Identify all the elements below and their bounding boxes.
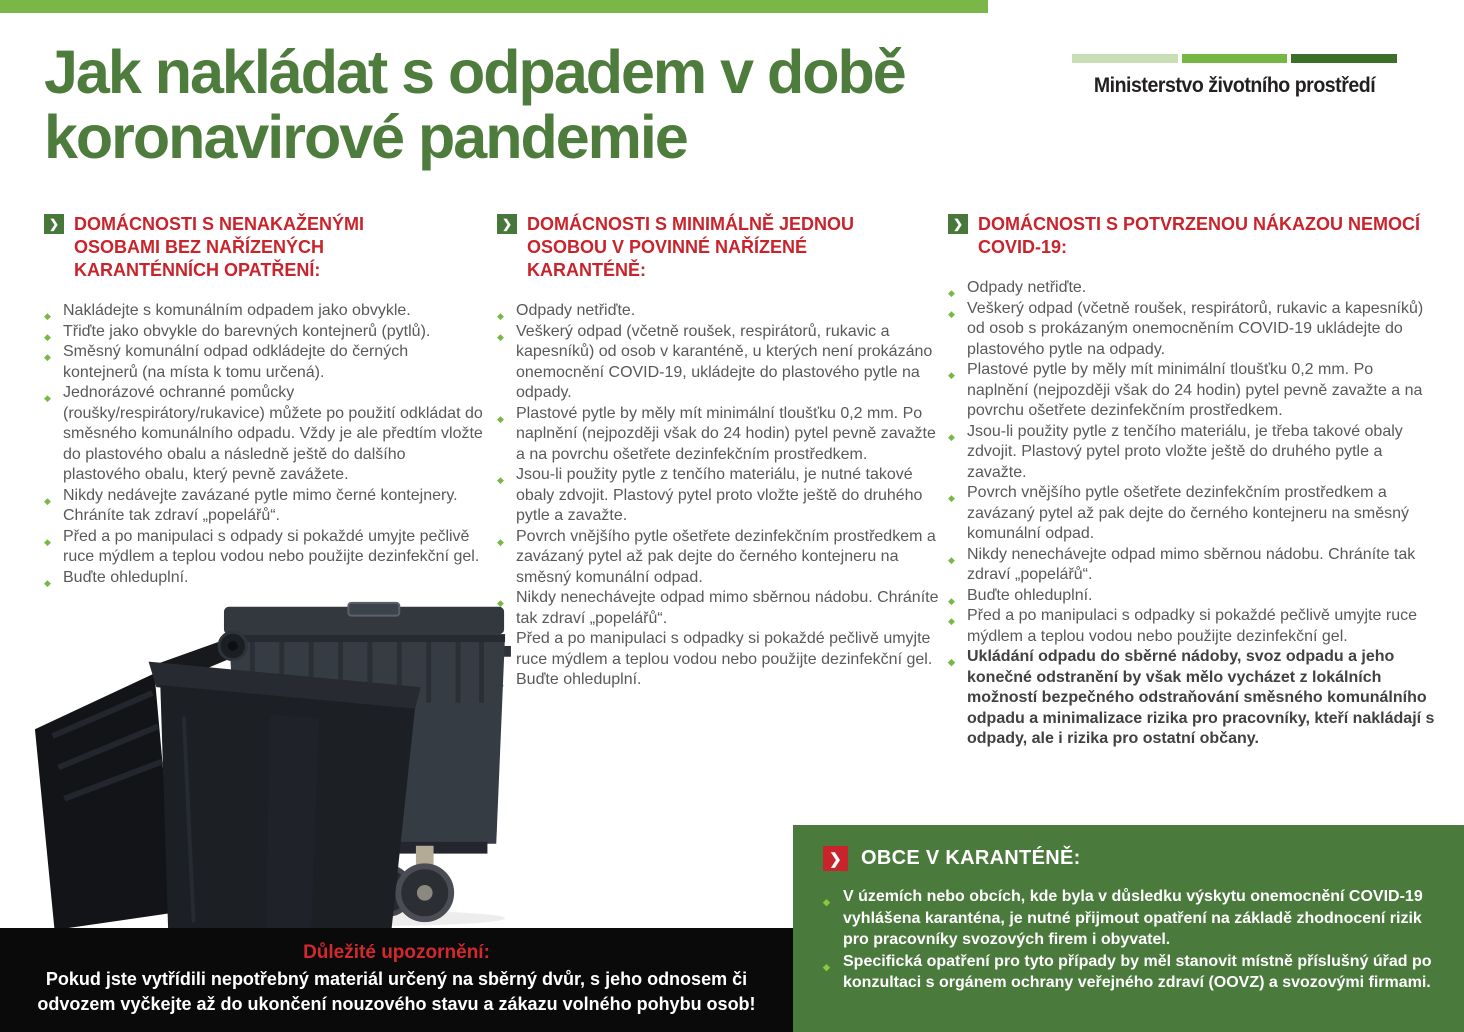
list-item: ◆ Třiďte jako obvykle do barevných kontejnerů (pytlů). xyxy=(44,322,484,343)
page-title xyxy=(44,40,1044,170)
notice-heading: Důležité upozornění: xyxy=(303,942,490,963)
logo-bar-dark xyxy=(1291,54,1397,63)
bullet-list xyxy=(497,301,940,691)
list-item: ◆ Jsou-li použity pytle z tenčího materiálu, je nutné takové obaly zdvojit. Plastový pytel proto vložte ještě do druhého pytle a zavažte. xyxy=(497,465,940,527)
ministry-logo-bars xyxy=(1072,54,1397,63)
list-item: ◆ Plastové pytle by měly mít minimální tloušťku 0,2 mm. Po naplnění (nejpozději však do 24 hodin) pytel pevně zavažte a na povrchu ošetřete dezinfekčním prostředkem. xyxy=(948,360,1435,422)
list-item: ◆ Plastové pytle by měly mít minimální tloušťku 0,2 mm. Po naplnění (nejpozději však do 24 hodin) pytel pevně zavažte a na povrchu ošetřete dezinfekčním prostředkem. xyxy=(497,404,940,466)
list-item: ◆ Nikdy nenechávejte odpad mimo sběrnou nádobu. Chráníte tak zdraví „popelářů“. xyxy=(497,588,940,629)
top-accent-bar xyxy=(0,0,988,13)
list-item-emphasized: ◆ Ukládání odpadu do sběrné nádoby, svoz odpadu a jeho konečné odstranění by však mělo vycházet z lokálních možností bezpečného odstraňování směsného komunálního odpadu a minimalizace rizika pro pracovníky, kteří nakládají s odpady, ale i rizika pro ostatní občany. xyxy=(948,647,1435,750)
logo-bar-light xyxy=(1072,54,1178,63)
column-heading-text: DOMÁCNOSTI S NENAKAŽENÝMI OSOBAMI BEZ NAŘÍZENÝCH KARANTÉNNÍCH OPATŘENÍ: xyxy=(74,214,365,280)
list-item: ◆ Nikdy nedávejte zavázané pytle mimo černé kontejnery. Chráníte tak zdraví „popelářů“. xyxy=(44,486,484,527)
column-households-in-quarantine xyxy=(497,213,940,691)
list-item: ◆ Odpady netřiďte. xyxy=(497,301,940,322)
page-title-line2: koronavirové pandemie xyxy=(44,103,687,171)
list-item: ◆ Jednorázové ochranné pomůcky (roušky/respirátory/rukavice) můžete po použití odkládat do směsného komunálního odpadu. Vždy je ale předtím vložte do plastového obalu a následně ještě do dalšího plastového obalu, který pevně zavážete. xyxy=(44,383,484,486)
municipalities-quarantine-box xyxy=(793,825,1464,1032)
list-item: ◆ Buďte ohleduplní. xyxy=(44,568,484,589)
bullet-list xyxy=(823,886,1438,994)
list-item: ◆ V územích nebo obcích, kde byla v důsledku výskytu onemocnění COVID-19 vyhlášena karanténa, je nutné přijmout opatření na základě zhodnocení rizik pro pracovníky svozových firem i obyvatel. xyxy=(823,886,1438,951)
column-households-confirmed-covid xyxy=(948,213,1435,750)
box-heading xyxy=(823,846,1438,871)
list-item: ◆ Odpady netřiďte. xyxy=(948,278,1435,299)
chevron-right-icon: ❯ xyxy=(948,214,968,234)
page-title-line1: Jak nakládat s odpadem v době xyxy=(44,38,905,106)
list-item: ◆ Veškerý odpad (včetně roušek, respirátorů, rukavic a kapesníků) od osob v karanténě, u kterých není prokázáno onemocnění COVID-19, ukládejte do plastového pytle na odpady. xyxy=(497,322,940,404)
list-item: ◆ Povrch vnějšího pytle ošetřete dezinfekčním prostředkem a zavázaný pytel až pak dejte do černého kontejneru na směsný komunální odpad. xyxy=(948,483,1435,545)
column-heading xyxy=(497,213,940,282)
list-item: ◆ Před a po manipulaci s odpadky si pokaždé pečlivě umyjte ruce mýdlem a teplou vodou nebo použijte dezinfekční gel. xyxy=(497,629,940,670)
column-heading-text: DOMÁCNOSTI S MINIMÁLNĚ JEDNOU OSOBOU V POVINNÉ NAŘÍZENÉ KARANTÉNĚ: xyxy=(527,214,855,280)
column-heading xyxy=(44,213,484,282)
list-item: ◆ Nakládejte s komunálním odpadem jako obvykle. xyxy=(44,301,484,322)
bullet-list xyxy=(44,301,484,588)
notice-text: Pokud jste vytřídili nepotřebný materiál určený na sběrný dvůr, s jeho odnosem či odvozem vyčkejte až do ukončení nouzového stavu a zákazu volného pohybu osob! xyxy=(37,969,756,1014)
list-item: ◆ Směsný komunální odpad odkládejte do černých kontejnerů (na místa k tomu určená). xyxy=(44,342,484,383)
waste-bins-image xyxy=(20,597,520,930)
ministry-logo xyxy=(1072,54,1397,98)
list-item: ◆ Nikdy nenechávejte odpad mimo sběrnou nádobu. Chráníte tak zdraví „popelářů“. xyxy=(948,545,1435,586)
list-item: ◆ Veškerý odpad (včetně roušek, respirátorů, rukavic a kapesníků) od osob s prokázaným onemocněním COVID-19 ukládejte do plastového pytle na odpady. xyxy=(948,299,1435,361)
chevron-right-icon: ❯ xyxy=(823,846,848,871)
list-item: ◆ Povrch vnějšího pytle ošetřete dezinfekčním prostředkem a zavázaný pytel až pak dejte do černého kontejneru na směsný komunální odpad. xyxy=(497,527,940,589)
chevron-right-icon: ❯ xyxy=(44,214,64,234)
list-item: ◆ Buďte ohleduplní. xyxy=(497,670,940,691)
logo-bar-mid xyxy=(1182,54,1288,63)
column-households-no-quarantine xyxy=(44,213,484,588)
ministry-logo-text: Ministerstvo životního prostředí xyxy=(1093,74,1376,97)
list-item: ◆ Před a po manipulaci s odpady si pokaždé umyjte pečlivě ruce mýdlem a teplou vodou nebo použijte dezinfekční gel. xyxy=(44,527,484,568)
column-heading-text: DOMÁCNOSTI S POTVRZENOU NÁKAZOU NEMOCÍ COVID-19: xyxy=(978,214,1421,257)
column-heading xyxy=(948,213,1435,259)
box-heading-text: OBCE V KARANTÉNĚ: xyxy=(861,847,1081,869)
bullet-list xyxy=(948,278,1435,750)
chevron-right-icon: ❯ xyxy=(497,214,517,234)
list-item: ◆ Před a po manipulaci s odpadky si pokaždé pečlivě umyjte ruce mýdlem a teplou vodou nebo použijte dezinfekční gel. xyxy=(948,606,1435,647)
important-notice-bar xyxy=(0,928,793,1032)
list-item: ◆ Jsou-li použity pytle z tenčího materiálu, je třeba takové obaly zdvojit. Plastový pytel proto vložte ještě do druhého pytle a zavažte. xyxy=(948,422,1435,484)
list-item: ◆ Specifická opatření pro tyto případy by měl stanovit místně příslušný úřad po konzultaci s orgánem ochrany veřejného zdraví (OOVZ) a svozovými firmami. xyxy=(823,951,1438,994)
list-item: ◆ Buďte ohleduplní. xyxy=(948,586,1435,607)
